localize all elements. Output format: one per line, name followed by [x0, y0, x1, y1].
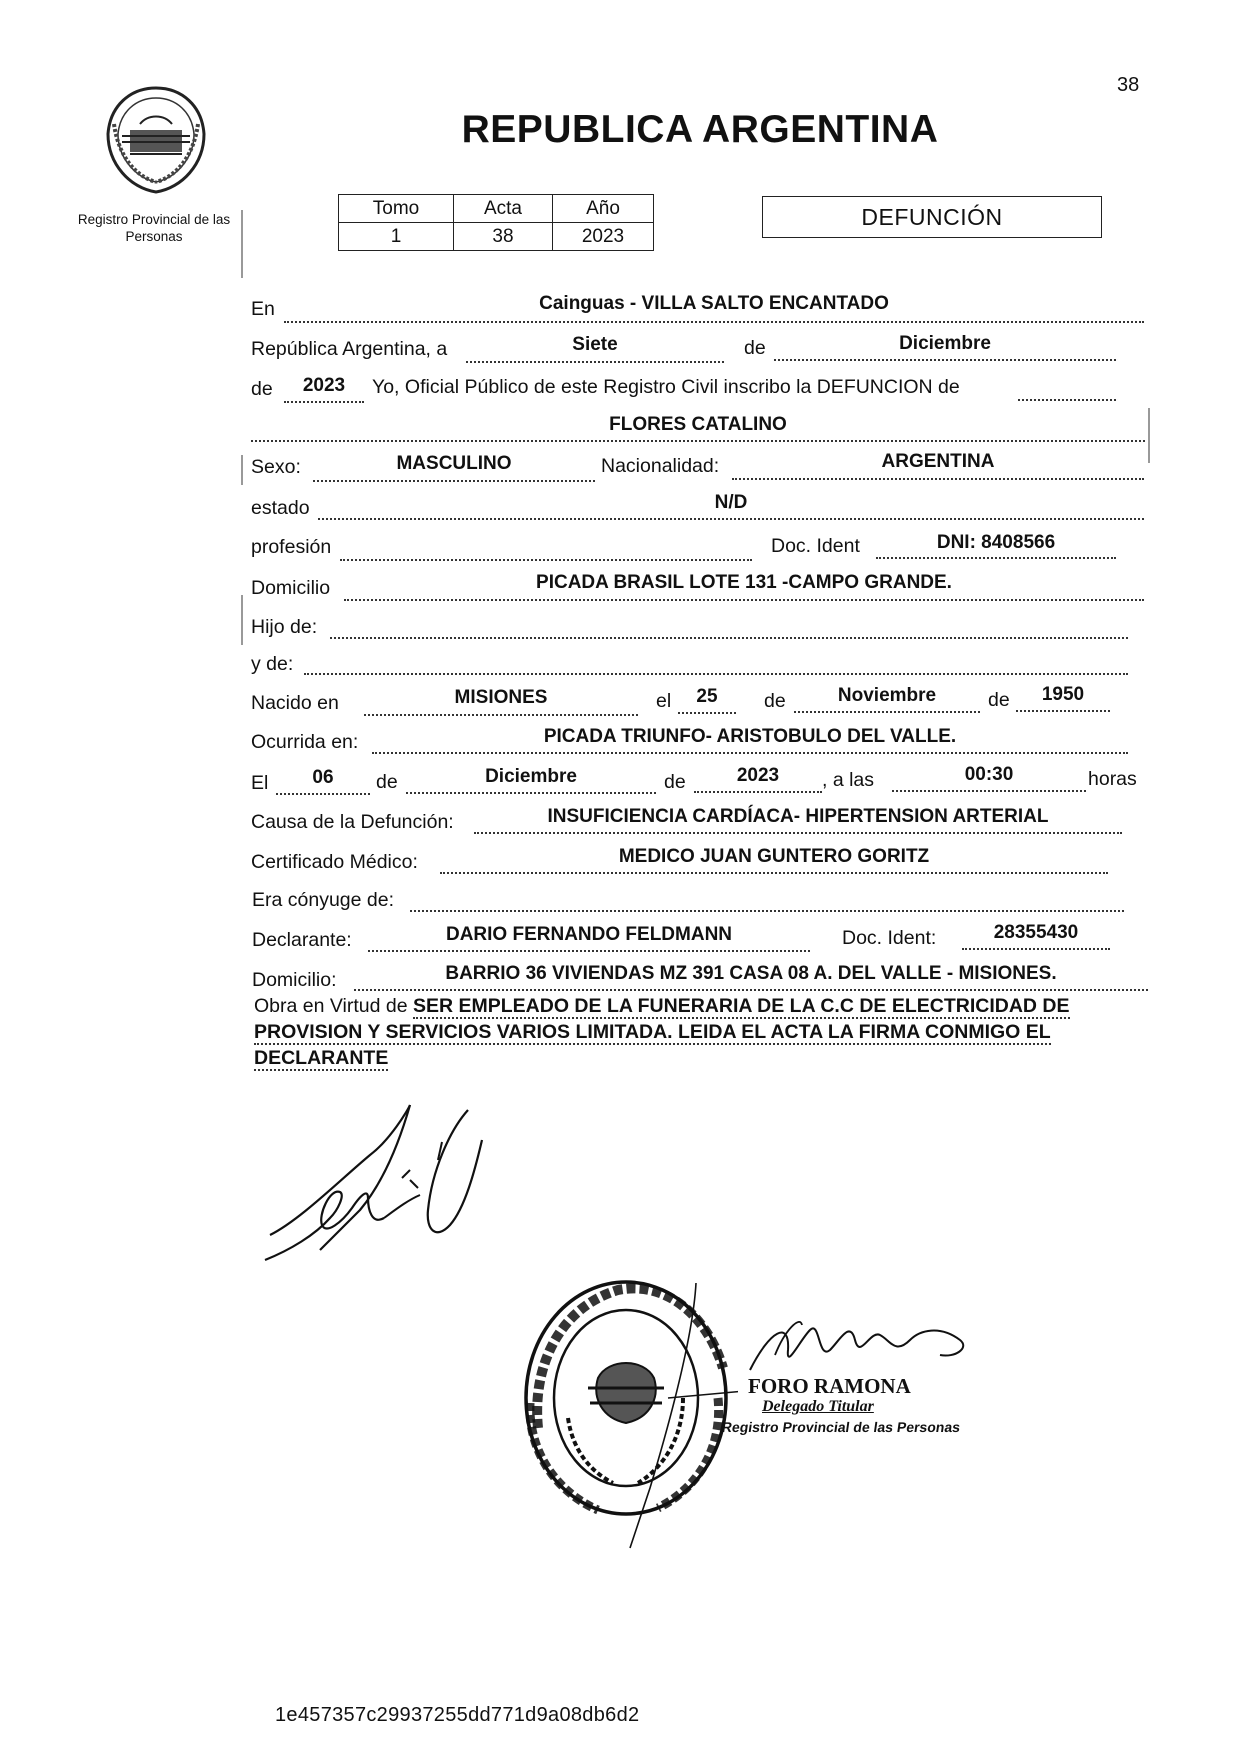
label-estado: estado — [251, 497, 310, 519]
dotted-line — [372, 752, 1128, 754]
label-domicilio-declarante: Domicilio: — [252, 969, 337, 991]
field-declarante: DARIO FERNANDO FELDMANN — [445, 924, 733, 945]
official-organization: Registro Provincial de las Personas — [720, 1419, 962, 1435]
label-de: de — [664, 771, 686, 793]
label-republica: República Argentina, a — [251, 338, 448, 360]
field-domicilio: PICADA BRASIL LOTE 131 -CAMPO GRANDE. — [536, 572, 952, 593]
label-de: de — [744, 337, 766, 359]
dotted-line — [251, 440, 1145, 442]
label-y-de: y de: — [251, 653, 294, 675]
dotted-line — [330, 637, 1128, 639]
dotted-line — [774, 359, 1116, 361]
label-de: de — [376, 771, 398, 793]
header-acta: Acta — [454, 195, 553, 223]
label-el: el — [656, 690, 672, 712]
dotted-line — [344, 599, 1144, 601]
dotted-line — [694, 791, 822, 793]
dotted-line — [410, 910, 1124, 912]
dotted-line — [318, 518, 1144, 520]
field-localidad: Cainguas - VILLA SALTO ENCANTADO — [539, 293, 889, 314]
dotted-line — [474, 832, 1122, 834]
label-a-las: , a las — [822, 769, 875, 791]
field-estado: N/D — [714, 492, 748, 513]
field-lugar-defuncion: PICADA TRIUNFO- ARISTOBULO DEL VALLE. — [543, 726, 957, 747]
label-oficial: Yo, Oficial Público de este Registro Civil inscribo la DEFUNCION de — [372, 376, 960, 398]
field-causa-defuncion: INSUFICIENCIA CARDÍACA- HIPERTENSION ARTERIAL — [547, 806, 1049, 827]
dotted-line — [440, 872, 1108, 874]
field-lugar-nacimiento: MISIONES — [454, 687, 548, 708]
dotted-line — [678, 712, 736, 714]
field-domicilio-declarante: BARRIO 36 VIVIENDAS MZ 391 CASA 08 A. DEL VALLE - MISIONES. — [445, 963, 1057, 984]
field-nombre-difunto: FLORES CATALINO — [609, 414, 787, 435]
field-nacionalidad: ARGENTINA — [881, 451, 995, 472]
field-anio-inscripcion: 2023 — [302, 375, 346, 396]
dotted-line — [313, 480, 595, 482]
field-sexo: MASCULINO — [396, 453, 512, 474]
dotted-line — [304, 673, 1128, 675]
label-de-anio: de — [251, 378, 273, 400]
document-hash: 1e457357c29937255dd771d9a08db6d2 — [275, 1704, 640, 1726]
dotted-line — [892, 790, 1086, 792]
field-dia-inscripcion: Siete — [572, 334, 618, 355]
label-en: En — [251, 298, 275, 320]
label-de: de — [764, 690, 786, 712]
label-el-fecha: El — [251, 772, 269, 794]
label-sexo: Sexo: — [251, 456, 301, 478]
field-anio-defuncion: 2023 — [736, 765, 780, 786]
label-nacido-en: Nacido en — [251, 692, 339, 714]
dotted-line — [962, 948, 1110, 950]
value-acta: 38 — [454, 223, 553, 251]
label-causa: Causa de la Defunción: — [251, 811, 454, 833]
label-doc-ident: Doc. Ident — [771, 535, 860, 557]
page-title: REPUBLICA ARGENTINA — [461, 108, 939, 151]
label-de: de — [988, 689, 1010, 711]
label-horas: horas — [1088, 768, 1137, 790]
field-mes-inscripcion: Diciembre — [899, 333, 991, 354]
dotted-line — [354, 989, 1148, 991]
margin-mark — [241, 455, 243, 485]
dotted-line — [794, 711, 980, 713]
field-mes-defuncion: Diciembre — [485, 766, 577, 787]
label-nacionalidad: Nacionalidad: — [601, 455, 720, 477]
label-domicilio: Domicilio — [251, 577, 331, 599]
label-hijo-de: Hijo de: — [251, 616, 318, 638]
dotted-line — [732, 478, 1144, 480]
declarant-signature — [260, 1100, 540, 1310]
dotted-line — [368, 950, 810, 952]
official-role: Delegado Titular — [762, 1398, 874, 1415]
field-dia-nacimiento: 25 — [696, 686, 718, 707]
label-certificado: Certificado Médico: — [251, 851, 418, 873]
dotted-line — [1016, 710, 1110, 712]
margin-mark — [1148, 408, 1150, 463]
label-obra: Obra en Virtud de — [254, 995, 408, 1017]
org-caption: Registro Provincial de las Personas — [77, 212, 231, 244]
dotted-line — [406, 792, 656, 794]
dotted-line — [876, 557, 1116, 559]
label-ocurrida-en: Ocurrida en: — [251, 731, 359, 753]
header-tomo: Tomo — [339, 195, 454, 223]
value-tomo: 1 — [339, 223, 454, 251]
dotted-line — [284, 401, 364, 403]
act-type-label: DEFUNCIÓN — [861, 203, 1003, 230]
obra-en-virtud — [254, 993, 1152, 1071]
dotted-line — [276, 793, 370, 795]
field-certificado-medico: MEDICO JUAN GUNTERO GORITZ — [618, 846, 930, 867]
label-doc-ident-declarante: Doc. Ident: — [842, 927, 937, 949]
page-number: 38 — [1117, 74, 1140, 96]
dotted-line — [1018, 399, 1116, 401]
official-seal-stamp — [518, 1278, 738, 1568]
dotted-line — [340, 559, 752, 561]
official-name: FORO RAMONA — [748, 1374, 911, 1398]
act-type-box — [762, 196, 1102, 238]
field-mes-nacimiento: Noviembre — [837, 685, 937, 706]
field-dia-defuncion: 06 — [312, 767, 334, 788]
margin-mark — [241, 595, 243, 645]
field-doc-declarante: 28355430 — [993, 922, 1079, 943]
value-anio: 2023 — [553, 223, 654, 251]
dotted-line — [466, 361, 724, 363]
margin-mark — [241, 210, 243, 278]
label-profesion: profesión — [251, 536, 332, 558]
header-anio: Año — [553, 195, 654, 223]
label-conyuge: Era cónyuge de: — [252, 889, 395, 911]
field-obra-en-virtud: SER EMPLEADO DE LA FUNERARIA DE LA C.C DE ELECTRICIDAD DE PROVISION Y SERVICIOS VARIOS LIMITADA. LEIDA EL ACTA LA FIRMA CONMIGO EL DECLARANTE — [254, 995, 1070, 1069]
dotted-line — [284, 321, 1144, 323]
label-declarante: Declarante: — [252, 929, 352, 951]
field-dni: DNI: 8408566 — [936, 532, 1056, 553]
dotted-line — [364, 714, 638, 716]
reference-table — [338, 194, 654, 251]
field-hora-defuncion: 00:30 — [964, 764, 1014, 785]
field-anio-nacimiento: 1950 — [1041, 684, 1085, 705]
